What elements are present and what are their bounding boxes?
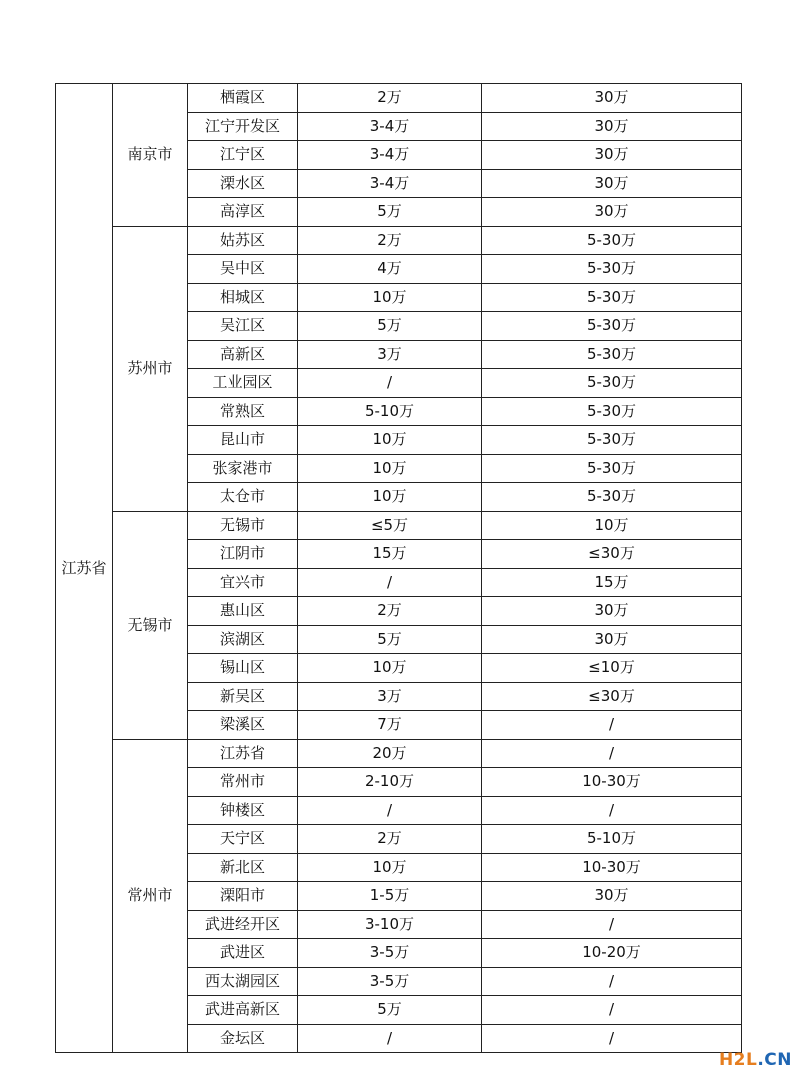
district-cell: 天宁区 [188, 825, 298, 854]
value-a-cell: 5万 [298, 996, 482, 1025]
value-a-cell: 2万 [298, 84, 482, 113]
district-cell: 高新区 [188, 340, 298, 369]
district-cell: 江阴市 [188, 540, 298, 569]
value-b-cell: ≤30万 [482, 540, 742, 569]
district-cell: 江苏省 [188, 739, 298, 768]
value-b-cell: 10-30万 [482, 853, 742, 882]
value-a-cell: / [298, 796, 482, 825]
value-b-cell: 30万 [482, 84, 742, 113]
value-a-cell: 2万 [298, 226, 482, 255]
value-b-cell: / [482, 1024, 742, 1053]
district-cell: 吴中区 [188, 255, 298, 284]
funding-table [55, 83, 742, 1053]
district-cell: 工业园区 [188, 369, 298, 398]
value-a-cell: / [298, 1024, 482, 1053]
district-cell: 姑苏区 [188, 226, 298, 255]
value-a-cell: 4万 [298, 255, 482, 284]
value-b-cell: 10万 [482, 511, 742, 540]
value-a-cell: 3-10万 [298, 910, 482, 939]
value-a-cell: 2万 [298, 597, 482, 626]
city-cell: 常州市 [113, 739, 188, 1053]
value-a-cell: 5万 [298, 312, 482, 341]
district-cell: 宜兴市 [188, 568, 298, 597]
value-a-cell: 2万 [298, 825, 482, 854]
value-a-cell: 10万 [298, 483, 482, 512]
watermark-h2l: H2L [718, 1050, 758, 1070]
value-a-cell: 3万 [298, 682, 482, 711]
value-b-cell: 30万 [482, 169, 742, 198]
value-a-cell: 7万 [298, 711, 482, 740]
district-cell: 钟楼区 [188, 796, 298, 825]
district-cell: 锡山区 [188, 654, 298, 683]
district-cell: 武进经开区 [188, 910, 298, 939]
district-cell: 梁溪区 [188, 711, 298, 740]
watermark-logo [719, 1050, 792, 1070]
value-a-cell: 20万 [298, 739, 482, 768]
table-row [56, 84, 742, 113]
district-cell: 张家港市 [188, 454, 298, 483]
district-cell: 无锡市 [188, 511, 298, 540]
value-b-cell: / [482, 910, 742, 939]
value-b-cell: / [482, 967, 742, 996]
value-a-cell: 3-4万 [298, 141, 482, 170]
value-b-cell: 30万 [482, 625, 742, 654]
city-cell: 无锡市 [113, 511, 188, 739]
value-b-cell: 5-10万 [482, 825, 742, 854]
value-a-cell: ≤5万 [298, 511, 482, 540]
value-a-cell: 5万 [298, 198, 482, 227]
district-cell: 惠山区 [188, 597, 298, 626]
table-row [56, 226, 742, 255]
district-cell: 江宁区 [188, 141, 298, 170]
value-a-cell: 10万 [298, 426, 482, 455]
district-cell: 滨湖区 [188, 625, 298, 654]
district-cell: 溧水区 [188, 169, 298, 198]
value-a-cell: 15万 [298, 540, 482, 569]
district-cell: 昆山市 [188, 426, 298, 455]
value-a-cell: 3-4万 [298, 169, 482, 198]
value-b-cell: ≤30万 [482, 682, 742, 711]
district-cell: 江宁开发区 [188, 112, 298, 141]
district-cell: 吴江区 [188, 312, 298, 341]
district-cell: 溧阳市 [188, 882, 298, 911]
city-cell: 南京市 [113, 84, 188, 227]
watermark-cn: .CN [757, 1050, 792, 1070]
value-b-cell: / [482, 796, 742, 825]
district-cell: 太仓市 [188, 483, 298, 512]
value-a-cell: / [298, 568, 482, 597]
value-b-cell: 30万 [482, 112, 742, 141]
value-b-cell: 5-30万 [482, 454, 742, 483]
value-b-cell: 30万 [482, 141, 742, 170]
district-cell: 武进高新区 [188, 996, 298, 1025]
value-a-cell: 3-5万 [298, 939, 482, 968]
value-b-cell: 5-30万 [482, 340, 742, 369]
district-cell: 常州市 [188, 768, 298, 797]
city-cell: 苏州市 [113, 226, 188, 511]
value-b-cell: 30万 [482, 882, 742, 911]
value-b-cell: / [482, 739, 742, 768]
value-a-cell: 5万 [298, 625, 482, 654]
value-a-cell: 2-10万 [298, 768, 482, 797]
value-a-cell: 1-5万 [298, 882, 482, 911]
value-a-cell: 3-4万 [298, 112, 482, 141]
value-b-cell: 5-30万 [482, 226, 742, 255]
district-cell: 相城区 [188, 283, 298, 312]
value-a-cell: / [298, 369, 482, 398]
value-b-cell: 5-30万 [482, 369, 742, 398]
province-cell: 江苏省 [56, 84, 113, 1053]
value-b-cell: 15万 [482, 568, 742, 597]
value-b-cell: 5-30万 [482, 312, 742, 341]
district-cell: 金坛区 [188, 1024, 298, 1053]
district-cell: 高淳区 [188, 198, 298, 227]
value-b-cell: 5-30万 [482, 283, 742, 312]
value-a-cell: 3-5万 [298, 967, 482, 996]
value-b-cell: 5-30万 [482, 255, 742, 284]
district-cell: 栖霞区 [188, 84, 298, 113]
value-b-cell: 5-30万 [482, 483, 742, 512]
district-cell: 常熟区 [188, 397, 298, 426]
value-b-cell: ≤10万 [482, 654, 742, 683]
value-b-cell: 10-30万 [482, 768, 742, 797]
table-row [56, 511, 742, 540]
value-b-cell: 5-30万 [482, 426, 742, 455]
value-a-cell: 10万 [298, 654, 482, 683]
district-cell: 新吴区 [188, 682, 298, 711]
value-b-cell: 30万 [482, 597, 742, 626]
value-b-cell: 10-20万 [482, 939, 742, 968]
value-a-cell: 5-10万 [298, 397, 482, 426]
value-a-cell: 10万 [298, 853, 482, 882]
table-row [56, 739, 742, 768]
value-b-cell: 5-30万 [482, 397, 742, 426]
district-cell: 武进区 [188, 939, 298, 968]
district-cell: 新北区 [188, 853, 298, 882]
value-a-cell: 10万 [298, 283, 482, 312]
value-b-cell: / [482, 711, 742, 740]
value-b-cell: 30万 [482, 198, 742, 227]
district-cell: 西太湖园区 [188, 967, 298, 996]
value-a-cell: 3万 [298, 340, 482, 369]
value-b-cell: / [482, 996, 742, 1025]
value-a-cell: 10万 [298, 454, 482, 483]
